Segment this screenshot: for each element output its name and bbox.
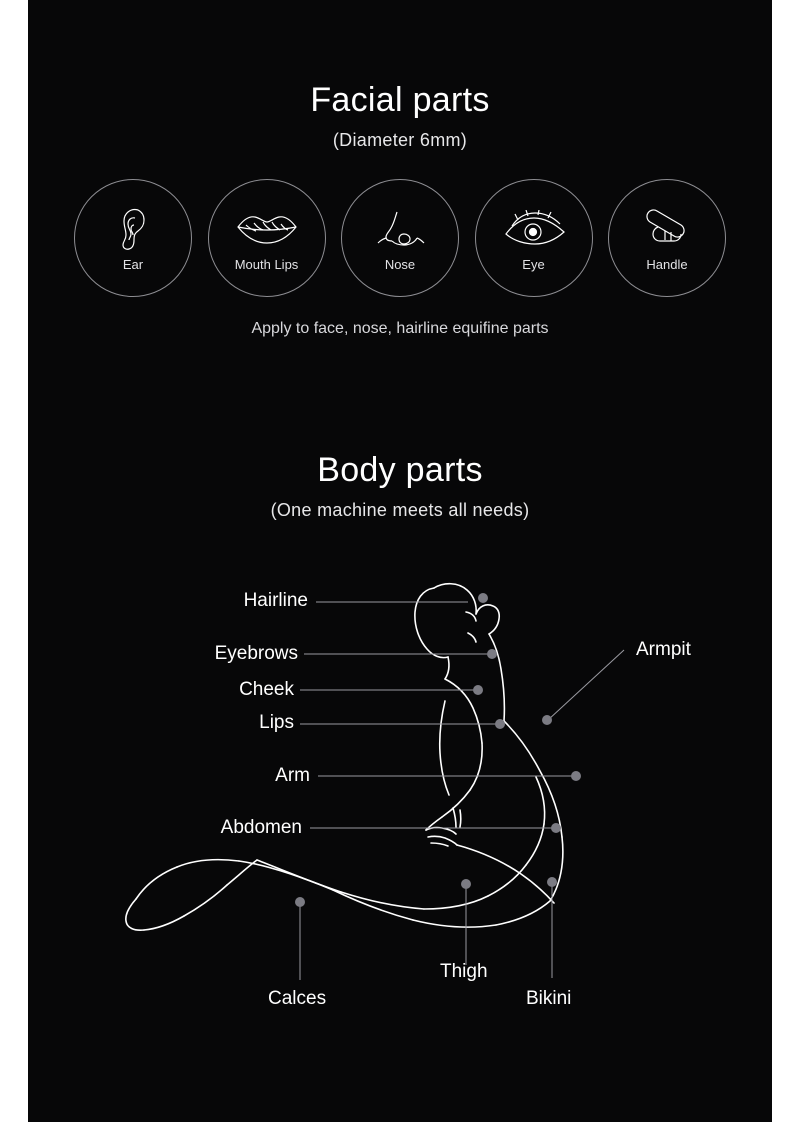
facial-item-eye[interactable] xyxy=(475,179,593,297)
label-armpit: Armpit xyxy=(636,639,691,660)
label-calces: Calces xyxy=(268,988,327,1009)
facial-parts-title: Facial parts xyxy=(310,81,490,119)
facial-item-ear[interactable] xyxy=(74,179,192,297)
facial-item-label: Eye xyxy=(522,257,545,272)
label-eyebrows: Eyebrows xyxy=(214,643,298,664)
label-arm: Arm xyxy=(275,765,310,786)
nose-icon xyxy=(373,203,427,255)
label-abdomen: Abdomen xyxy=(220,817,302,838)
dark-panel xyxy=(28,0,772,1122)
label-thigh: Thigh xyxy=(440,961,488,982)
ear-icon xyxy=(116,203,150,255)
label-cheek: Cheek xyxy=(239,679,294,700)
facial-parts-list xyxy=(74,177,726,299)
facial-item-label: Ear xyxy=(122,257,144,272)
facial-item-nose[interactable] xyxy=(341,179,459,297)
label-hairline: Hairline xyxy=(243,590,308,611)
lips-icon xyxy=(236,203,298,255)
facial-item-label: Mouth Lips xyxy=(234,257,299,272)
eye-icon xyxy=(502,203,566,255)
hand-icon xyxy=(638,203,696,255)
body-parts-title: Body parts xyxy=(317,451,483,489)
facial-parts-note: Apply to face, nose, hairline equifine parts xyxy=(251,320,549,337)
facial-item-label: Handle xyxy=(646,257,688,272)
facial-item-handle[interactable] xyxy=(608,179,726,297)
body-diagram xyxy=(28,540,772,1050)
facial-item-label: Nose xyxy=(384,257,416,272)
facial-parts-subtitle: (Diameter 6mm) xyxy=(332,130,468,150)
body-parts-subtitle: (One machine meets all needs) xyxy=(270,500,530,520)
facial-item-mouth-lips[interactable] xyxy=(208,179,326,297)
label-lips: Lips xyxy=(259,712,294,733)
label-bikini: Bikini xyxy=(526,988,572,1009)
body-outline-illustration xyxy=(28,540,772,1050)
